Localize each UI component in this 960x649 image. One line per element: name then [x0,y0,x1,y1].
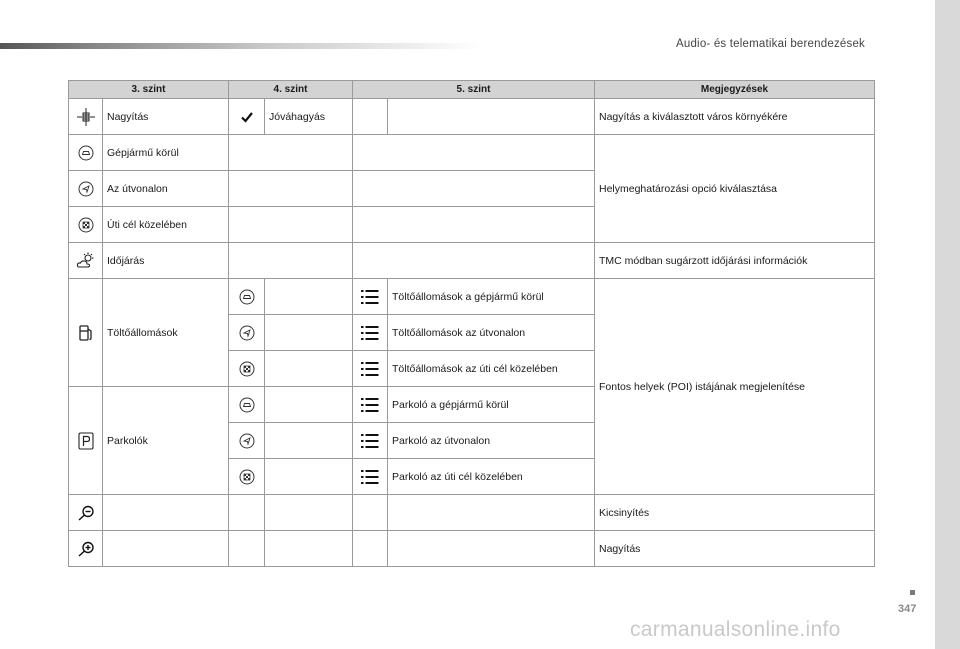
fuel-on-route-label: Töltőállomások az útvonalon [388,315,595,351]
right-margin-bar [935,0,960,649]
fuel-pump-icon [78,324,94,342]
table-row [69,531,875,567]
fuel-stations-label: Töltőállomások [103,279,229,387]
table-header-row [69,81,875,99]
confirm-cell [229,99,265,135]
zoom-out-note: Kicsinyítés [595,495,875,531]
near-destination-label: Úti cél közelében [103,207,229,243]
on-route-label: Az útvonalon [103,171,229,207]
zoom-label: Nagyítás [103,99,229,135]
vehicle-circle-icon [239,289,255,305]
destination-flag-circle-icon [239,361,255,377]
route-arrow-circle-icon [239,433,255,449]
column-header-level5: 5. szint [353,81,595,99]
poi-note: Fontos helyek (POI) istájának megjelenítése [595,279,875,495]
zoom-crosshair-cell [69,99,103,135]
list-icon [361,470,379,484]
location-option-note: Helymeghatározási opció kiválasztása [595,135,875,243]
checkmark-icon [241,111,253,123]
confirm-label: Jóváhagyás [265,99,353,135]
zoom-crosshair-icon [76,107,96,127]
weather-label: Időjárás [103,243,229,279]
list-icon [361,326,379,340]
menu-table [68,80,875,567]
watermark: carmanualsonline.info [630,618,841,641]
column-header-level4: 4. szint [229,81,353,99]
list-icon [361,290,379,304]
route-arrow-circle-icon [78,181,94,197]
page-marker [910,590,915,595]
list-icon [361,362,379,376]
table-row [69,243,875,279]
destination-flag-circle-icon [239,469,255,485]
weather-note: TMC módban sugárzott időjárási információk [595,243,875,279]
fuel-around-vehicle-label: Töltőállomások a gépjármű körül [388,279,595,315]
zoom-out-icon [77,505,95,521]
table-row [69,135,875,171]
zoom-note: Nagyítás a kiválasztott város környékére [595,99,875,135]
table-row [69,495,875,531]
parking-on-route-label: Parkoló az útvonalon [388,423,595,459]
destination-flag-circle-icon [78,217,94,233]
parking-near-destination-label: Parkoló az úti cél közelében [388,459,595,495]
fuel-near-destination-label: Töltőállomások az úti cél közelében [388,351,595,387]
table-row [69,279,875,315]
header-gradient-bar [0,43,480,49]
vehicle-circle-icon [239,397,255,413]
list-icon [361,434,379,448]
list-icon [361,398,379,412]
around-vehicle-label: Gépjármű körül [103,135,229,171]
column-header-notes: Megjegyzések [595,81,875,99]
table-row [69,99,875,135]
page-number: 347 [898,603,917,615]
parking-around-vehicle-label: Parkoló a gépjármű körül [388,387,595,423]
weather-sun-cloud-icon [76,252,96,270]
parking-label: Parkolók [103,387,229,495]
zoom-in-note: Nagyítás [595,531,875,567]
parking-icon [78,432,94,450]
zoom-in-icon [77,541,95,557]
vehicle-circle-icon [78,145,94,161]
route-arrow-circle-icon [239,325,255,341]
column-header-level3: 3. szint [69,81,229,99]
section-title: Audio- és telematikai berendezések [676,38,865,50]
